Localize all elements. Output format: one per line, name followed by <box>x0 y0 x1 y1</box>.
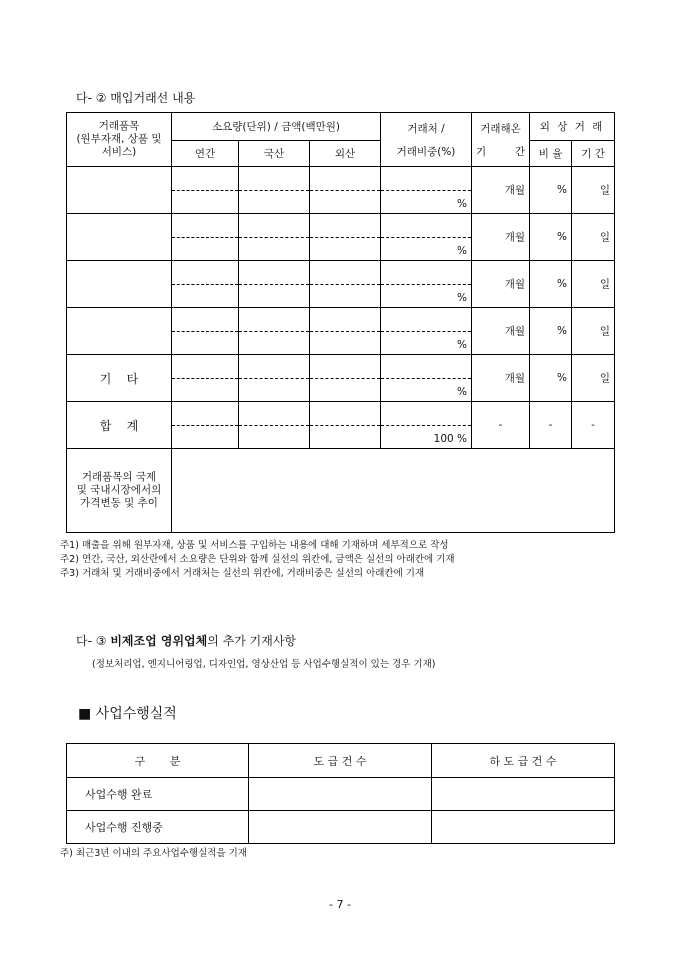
header-item-line1: 거래품목 <box>98 120 140 132</box>
period-cell[interactable] <box>472 355 530 402</box>
ratio-total-cell: - <box>530 402 572 449</box>
header-ratio: 비 율 <box>530 141 572 167</box>
domestic-total-cell[interactable] <box>239 402 310 449</box>
annual-cell[interactable] <box>172 308 239 355</box>
ratio-unit: % <box>557 184 568 196</box>
foreign-total-cell[interactable] <box>310 402 381 449</box>
header-item-line3: 서비스) <box>101 146 137 158</box>
row-label-other: 기 타 <box>67 355 172 402</box>
partner-cell[interactable] <box>381 214 472 261</box>
foreign-cell[interactable] <box>310 167 381 214</box>
row-label <box>67 214 172 261</box>
partner-cell[interactable] <box>381 261 472 308</box>
table-row <box>67 167 615 214</box>
partner-cell[interactable] <box>381 355 472 402</box>
months-unit: 개월 <box>504 372 526 385</box>
header-period-line1: 거래해온 <box>480 122 521 135</box>
subcontract-count-in-progress[interactable] <box>432 811 615 844</box>
domestic-cell[interactable] <box>239 308 310 355</box>
table-row <box>67 778 615 811</box>
header-qty: 소요량(단위) / 금액(백만원) <box>172 113 381 141</box>
purchase-table <box>66 112 615 533</box>
header-domestic: 국산 <box>239 141 310 167</box>
price-change-line1: 거래품목의 국제 <box>81 471 157 483</box>
table-row-price-change <box>67 449 615 533</box>
performance-heading: ■ 사업수행실적 <box>78 706 177 722</box>
title-prefix: 다- ③ <box>76 634 111 648</box>
ratio-cell[interactable] <box>530 167 572 214</box>
months-unit: 개월 <box>504 278 526 291</box>
header-category: 구 분 <box>67 744 249 778</box>
table-row <box>67 308 615 355</box>
domestic-cell[interactable] <box>239 214 310 261</box>
row-label <box>67 167 172 214</box>
months-unit: 개월 <box>504 325 526 338</box>
title-bold: 비제조업 영위업체 <box>110 634 208 648</box>
period-cell[interactable] <box>472 214 530 261</box>
row-label-completed: 사업수행 완료 <box>67 778 249 811</box>
annual-cell[interactable] <box>172 214 239 261</box>
pct-unit: % <box>457 386 468 398</box>
header-item <box>67 113 172 167</box>
term-total-cell: - <box>572 402 615 449</box>
period-cell[interactable] <box>472 261 530 308</box>
purchase-notes <box>60 539 455 581</box>
header-contract: 도 급 건 수 <box>249 744 432 778</box>
partner-cell[interactable] <box>381 167 472 214</box>
row-label-in-progress: 사업수행 진행중 <box>67 811 249 844</box>
period-cell[interactable] <box>472 167 530 214</box>
days-unit: 일 <box>599 231 611 244</box>
header-subcontract: 하 도 급 건 수 <box>432 744 615 778</box>
contract-count-completed[interactable] <box>249 778 432 811</box>
contract-count-in-progress[interactable] <box>249 811 432 844</box>
foreign-cell[interactable] <box>310 214 381 261</box>
days-unit: 일 <box>599 184 611 197</box>
page-number: - 7 - <box>329 898 351 911</box>
domestic-cell[interactable] <box>239 167 310 214</box>
partner-cell[interactable] <box>381 308 472 355</box>
note-2: 주2) 연간, 국산, 외산란에서 소요량은 단위와 함께 실선의 위칸에, 금액은 실선의 아래칸에 기재 <box>60 554 455 565</box>
pct-unit: % <box>457 245 468 257</box>
ratio-unit: % <box>557 278 568 290</box>
ratio-cell[interactable] <box>530 355 572 402</box>
price-change-input[interactable] <box>172 449 615 533</box>
ratio-unit: % <box>557 231 568 243</box>
table-row <box>67 261 615 308</box>
term-cell[interactable] <box>572 261 615 308</box>
title-suffix: 의 추가 기재사항 <box>207 634 297 648</box>
annual-total-cell[interactable] <box>172 402 239 449</box>
pct-unit: % <box>457 339 468 351</box>
section-title-non-manufacturing <box>76 632 296 649</box>
ratio-unit: % <box>557 372 568 384</box>
days-unit: 일 <box>599 278 611 291</box>
section-title-purchase: 다- ② 매입거래선 내용 <box>76 91 196 105</box>
subcontract-count-completed[interactable] <box>432 778 615 811</box>
table-row-other <box>67 355 615 402</box>
term-cell[interactable] <box>572 214 615 261</box>
header-period-line2b: 간 <box>514 145 526 158</box>
ratio-cell[interactable] <box>530 214 572 261</box>
partner-total-cell <box>381 402 472 449</box>
term-cell[interactable] <box>572 355 615 402</box>
annual-cell[interactable] <box>172 261 239 308</box>
foreign-cell[interactable] <box>310 308 381 355</box>
row-label-total: 합 계 <box>67 402 172 449</box>
months-unit: 개월 <box>504 231 526 244</box>
period-total-cell: - <box>472 402 530 449</box>
note-3: 주3) 거래처 및 거래비중에서 거래처는 실선의 위칸에, 거래비중은 실선의 아래칸에 기재 <box>60 568 425 579</box>
ratio-unit: % <box>557 325 568 337</box>
foreign-cell[interactable] <box>310 261 381 308</box>
header-annual: 연간 <box>172 141 239 167</box>
ratio-cell[interactable] <box>530 308 572 355</box>
header-foreign: 외산 <box>310 141 381 167</box>
header-partner <box>381 113 472 167</box>
days-unit: 일 <box>599 325 611 338</box>
price-change-line2: 및 국내시장에서의 <box>76 484 162 496</box>
pct-unit: % <box>457 198 468 210</box>
annual-cell[interactable] <box>172 167 239 214</box>
header-outsourcing: 외 상 거 래 <box>530 113 615 141</box>
row-label <box>67 308 172 355</box>
total-pct: 100 % <box>433 433 468 445</box>
note-1: 주1) 매출을 위해 원부자재, 상품 및 서비스를 구입하는 내용에 대해 기재하며 세부적으로 작성 <box>60 540 449 551</box>
header-term: 기 간 <box>572 141 615 167</box>
header-period-line2a: 기 <box>476 145 487 158</box>
months-unit: 개월 <box>504 184 526 197</box>
row-label <box>67 261 172 308</box>
annual-cell[interactable] <box>172 355 239 402</box>
header-partner-line1: 거래처 / <box>407 122 445 135</box>
table-row-total <box>67 402 615 449</box>
ratio-cell[interactable] <box>530 261 572 308</box>
period-cell[interactable] <box>472 308 530 355</box>
header-item-line2: (원부자재, 상품 및 <box>76 133 162 145</box>
price-change-label <box>67 449 172 533</box>
performance-table <box>66 743 615 844</box>
pct-unit: % <box>457 292 468 304</box>
domestic-cell[interactable] <box>239 355 310 402</box>
domestic-cell[interactable] <box>239 261 310 308</box>
header-partner-line2: 거래비중(%) <box>396 145 456 158</box>
section-subtitle: (정보처리업, 엔지니어링업, 디자인업, 영상산업 등 사업수행실적이 있는 경우 기재) <box>92 659 436 670</box>
table-row <box>67 214 615 261</box>
days-unit: 일 <box>599 372 611 385</box>
foreign-cell[interactable] <box>310 355 381 402</box>
price-change-line3: 가격변동 및 추이 <box>80 497 158 509</box>
header-period <box>472 113 530 167</box>
table-row <box>67 811 615 844</box>
performance-note: 주) 최근3년 이내의 주요사업수행실적을 기재 <box>60 848 248 859</box>
term-cell[interactable] <box>572 308 615 355</box>
term-cell[interactable] <box>572 167 615 214</box>
